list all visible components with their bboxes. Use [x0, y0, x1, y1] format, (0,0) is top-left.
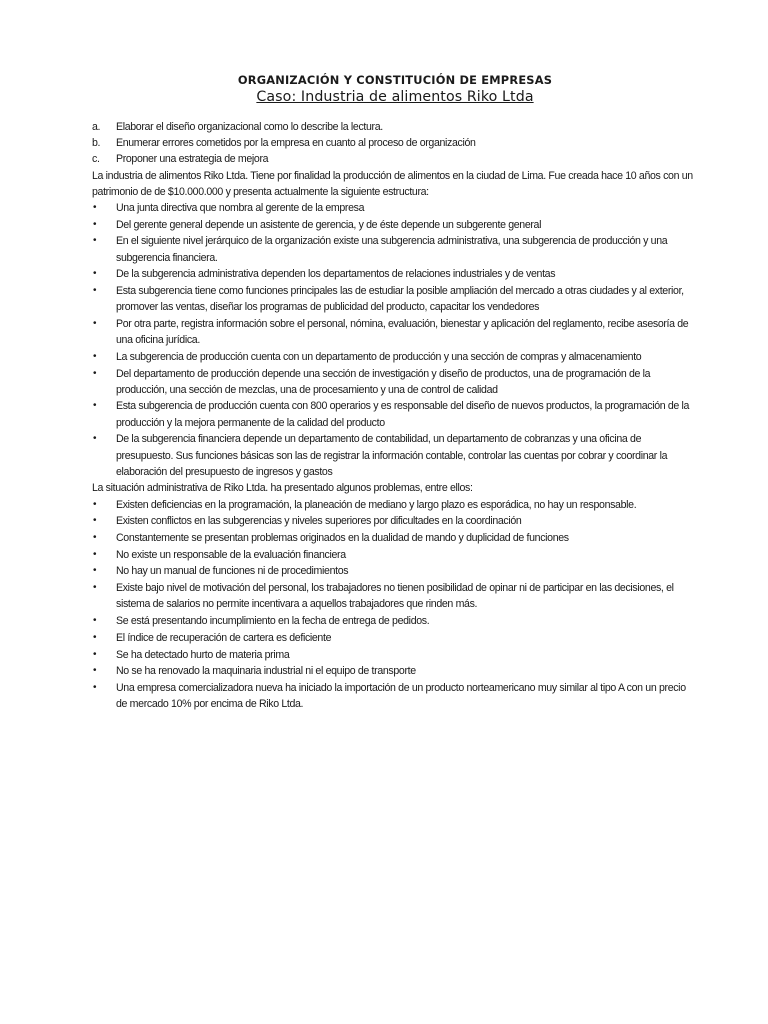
list-item: [92, 530, 698, 546]
bullet-icon: •: [93, 218, 97, 230]
list-item-text: No hay un manual de funciones ni de procedimientos: [116, 565, 349, 578]
bullet-icon: •: [93, 665, 97, 677]
list-item: [92, 680, 698, 712]
list-item: [92, 266, 698, 282]
list-item-text: Constantemente se presentan problemas originados en la dualidad de mando y duplicidad de funciones: [116, 532, 569, 545]
bullet-icon: •: [93, 565, 97, 577]
list-item: [92, 283, 698, 315]
bullet-icon: •: [93, 498, 97, 510]
list-item: [92, 613, 698, 629]
list-item-text: Esta subgerencia de producción cuenta con 800 operarios y es responsable del diseño de nuevos productos, la programación de la producción y la mejora permanente de la calidad del producto: [116, 400, 690, 429]
task-list: [92, 119, 698, 168]
bullet-icon: •: [93, 268, 97, 280]
list-item-text: Una junta directiva que nombra al gerente de la empresa: [116, 202, 365, 215]
task-item: [92, 151, 698, 167]
list-item-text: El índice de recuperación de cartera es deficiente: [116, 631, 332, 644]
list-item: [92, 316, 698, 348]
list-item-text: Del gerente general depende un asistente de gerencia, y de éste depende un subgerente general: [116, 218, 542, 231]
list-item-text: Existe bajo nivel de motivación del personal, los trabajadores no tienen posibilidad de opinar ni de participar en las decisiones, el sistema de salarios no permite incentivara a aquellos trabajadores que rinden más.: [116, 582, 674, 611]
bullet-icon: •: [93, 202, 97, 214]
list-item: [92, 217, 698, 233]
list-item-text: De la subgerencia administrativa dependen los departamentos de relaciones industriales y de ventas: [116, 268, 556, 281]
list-item: [92, 563, 698, 579]
list-item-text: Por otra parte, registra información sobre el personal, nómina, evaluación, bienestar y aplicación del reglamento, recibe asesoría de una oficina jurídica.: [116, 317, 689, 347]
task-text: Enumerar errores cometidos por la empresa en cuanto al proceso de organización: [116, 137, 476, 150]
list-item: [92, 513, 698, 529]
task-text: Elaborar el diseño organizacional como lo describe la lectura.: [116, 121, 383, 133]
bullet-icon: •: [93, 582, 97, 594]
list-item-text: De la subgerencia financiera depende un departamento de contabilidad, un departamento de cobranzas y una oficina de presupuesto. Sus funciones básicas son las de registrar la información contable, controlar las cuentas por cobrar y coordinar la elaboración del presupuesto de ingresos y gastos: [116, 433, 668, 478]
document-title: ORGANIZACIÓN Y CONSTITUCIÓN DE EMPRESAS: [237, 73, 553, 87]
intro-paragraph: La industria de alimentos Riko Ltda. Tiene por finalidad la producción de alimentos en la ciudad de Lima. Fue creada hace 10 años con un patrimonio de de $10.000.000 y presenta actualmente la siguiente estructura:: [92, 169, 693, 198]
structure-list: [92, 200, 698, 480]
list-item-text: En el siguiente nivel jerárquico de la organización existe una subgerencia administrativa, una subgerencia de producción y una subgerencia financiera.: [116, 235, 668, 264]
list-item: [92, 233, 698, 265]
bullet-icon: •: [93, 681, 97, 693]
document-body: [92, 72, 698, 713]
list-item-text: Existen deficiencias en la programación, la planeación de mediano y largo plazo es esporádica, no hay un responsable.: [116, 498, 637, 511]
task-marker: b.: [92, 137, 101, 150]
task-item: [92, 119, 698, 135]
problems-list: [92, 497, 698, 713]
list-item-text: Una empresa comercializadora nueva ha iniciado la importación de un producto norteamericano muy similar al tipo A con un precio de mercado 10% por encima de Riko Ltda.: [116, 681, 686, 711]
list-item: [92, 398, 698, 430]
bullet-icon: •: [93, 235, 97, 247]
list-item-text: Se está presentando incumplimiento en la fecha de entrega de pedidos.: [116, 615, 430, 628]
list-item: [92, 580, 698, 612]
bullet-icon: •: [93, 615, 97, 627]
bullet-icon: •: [93, 548, 97, 560]
list-item: [92, 431, 698, 480]
bullet-icon: •: [93, 515, 97, 527]
list-item: [92, 630, 698, 646]
bullet-icon: •: [93, 433, 97, 445]
list-item: [92, 349, 698, 365]
task-item: [92, 135, 698, 151]
list-item-text: No se ha renovado la maquinaria industrial ni el equipo de transporte: [116, 665, 416, 678]
list-item: [92, 547, 698, 563]
document-subtitle: Caso: Industria de alimentos Riko Ltda: [256, 89, 534, 105]
list-item-text: Del departamento de producción depende una sección de investigación y diseño de productos, una de programación de la producción, una sección de mezclas, una de procesamiento y una de control de calidad: [116, 367, 651, 396]
problems-intro: La situación administrativa de Riko Ltda. ha presentado algunos problemas, entre ellos:: [92, 482, 473, 495]
list-item: [92, 200, 698, 216]
list-item-text: No existe un responsable de la evaluación financiera: [116, 548, 346, 561]
bullet-icon: •: [93, 400, 97, 412]
bullet-icon: •: [93, 631, 97, 643]
bullet-icon: •: [93, 367, 97, 379]
bullet-icon: •: [93, 285, 97, 297]
list-item: [92, 366, 698, 398]
list-item-text: La subgerencia de producción cuenta con un departamento de producción y una sección de compras y almacenamiento: [116, 350, 642, 363]
task-marker: a.: [92, 121, 101, 133]
list-item: [92, 497, 698, 513]
list-item: [92, 647, 698, 663]
task-text: Proponer una estrategia de mejora: [116, 153, 269, 166]
bullet-icon: •: [93, 317, 97, 329]
task-marker: c.: [92, 153, 100, 166]
list-item-text: Se ha detectado hurto de materia prima: [116, 648, 290, 661]
list-item-text: Existen conflictos en las subgerencias y niveles superiores por dificultades en la coordinación: [116, 515, 522, 528]
list-item-text: Esta subgerencia tiene como funciones principales las de estudiar la posible ampliación del mercado a otras ciudades y al exterior, promover las ventas, diseñar los programas de publicidad del producto, capacitar los vendedores: [116, 285, 684, 314]
bullet-icon: •: [93, 648, 97, 660]
bullet-icon: •: [93, 532, 97, 544]
bullet-icon: •: [93, 350, 97, 362]
list-item: [92, 663, 698, 679]
